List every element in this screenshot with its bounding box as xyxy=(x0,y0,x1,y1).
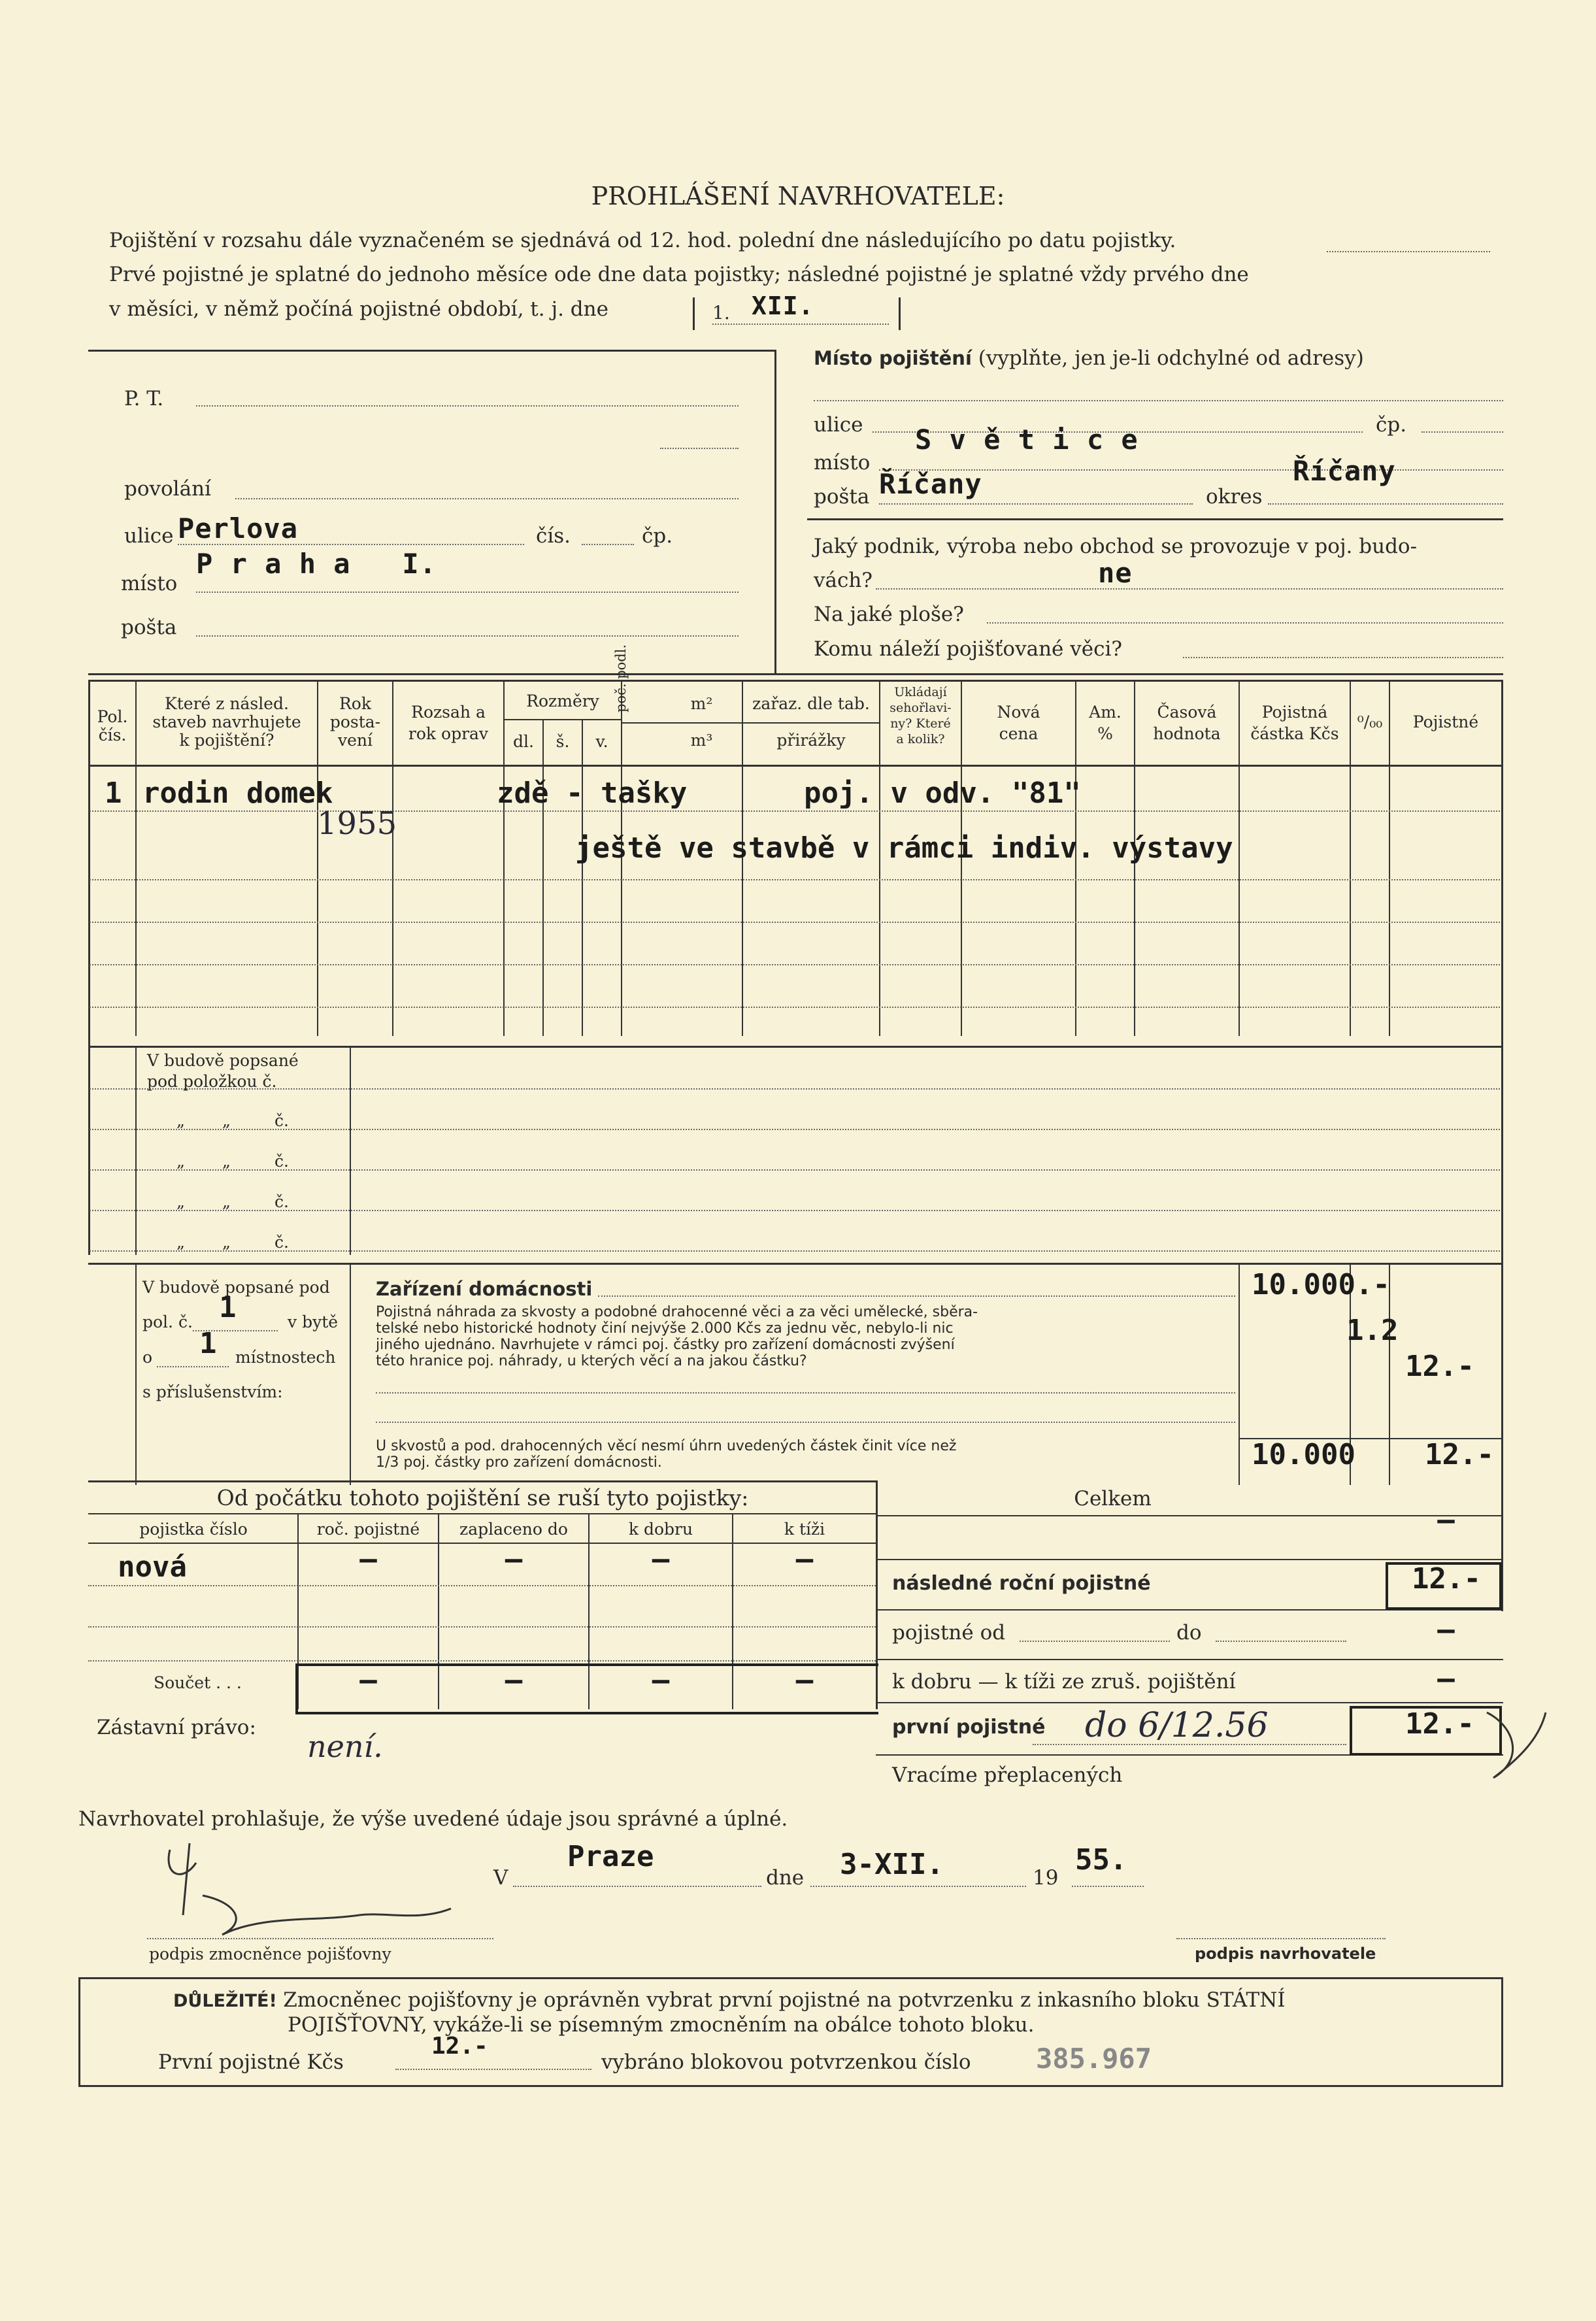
header-time-1: Časová xyxy=(1157,703,1217,722)
row1-number: 1 xyxy=(105,776,122,810)
cancel-row-number: nová xyxy=(118,1550,187,1584)
in-building-label: V budově popsané xyxy=(147,1051,299,1070)
declaration-title: PROHLÁŠENÍ NAVRHOVATELE: xyxy=(591,182,1005,210)
header-pol: Pol. xyxy=(97,707,128,726)
cancel-row-premium: — xyxy=(359,1543,377,1576)
no-1: č. xyxy=(274,1111,289,1130)
header-which-2: staveb navrhujete xyxy=(152,712,301,731)
applicant-house-label: čp. xyxy=(642,524,673,548)
year-prefix: 19 xyxy=(1033,1866,1059,1890)
first-premium-handwritten: do 6/12.56 xyxy=(1085,1706,1269,1745)
occupation-label: povolání xyxy=(124,477,211,501)
row1-note: ještě ve stavbě v rámci indiv. výstavy xyxy=(575,831,1233,865)
lien-label: Zástavní právo: xyxy=(97,1716,256,1739)
header-sum-2: částka Kčs xyxy=(1250,724,1339,743)
header-length: dl. xyxy=(513,732,534,751)
cancel-sum-credit: — xyxy=(652,1663,670,1697)
ditto-2b: „ xyxy=(222,1152,231,1171)
location-title-note: (vyplňte, jen je-li odchylné od adresy) xyxy=(978,346,1364,370)
household-text-1: Pojistná náhrada za skvosty a podobné drahocenné věci a za věci umělecké, sběra- xyxy=(376,1304,978,1320)
business-question-2: vách? xyxy=(814,569,873,592)
total-label: Celkem xyxy=(1074,1487,1152,1511)
row1-material: zdě - tašky xyxy=(497,776,688,810)
header-dimensions: Rozměry xyxy=(526,692,599,710)
declaration-line-3: v měsíci, v němž počíná pojistné období, t. j. dne xyxy=(109,297,608,321)
cancel-col-1: pojistka číslo xyxy=(139,1520,248,1539)
cancel-sum-premium: — xyxy=(359,1663,377,1697)
header-new-price-1: Nová xyxy=(997,703,1040,722)
in-label: V xyxy=(493,1866,508,1890)
in-value: Praze xyxy=(567,1840,654,1873)
applicant-number-label: čís. xyxy=(536,524,571,548)
header-pol-2: čís. xyxy=(98,726,127,744)
header-stored-2: sehořlavi- xyxy=(889,701,952,715)
premium-to-label: do xyxy=(1176,1621,1202,1645)
pt-label: P. T. xyxy=(124,387,164,410)
declaration-line-2: Prvé pojistné je splatné do jednoho měsíce ode dne data pojistky; následné pojistné je splatné vždy prvého dne xyxy=(109,263,1249,286)
cancel-col-4: k dobru xyxy=(628,1520,693,1539)
credit-label: k dobru — k tíži ze zruš. pojištění xyxy=(892,1670,1236,1694)
location-title: Místo pojištění xyxy=(814,347,972,369)
header-stored-3: ny? Které xyxy=(890,716,951,731)
header-class: zařaz. dle tab. xyxy=(752,694,870,713)
header-new-price-2: cena xyxy=(999,724,1039,743)
notice-text-2: POJIŠŤOVNY, vykáže-li se písemným zmocněním na obálce tohoto bloku. xyxy=(288,2013,1035,2037)
header-stored-1: Ukládají xyxy=(894,685,947,699)
agent-signature-label: podpis zmocněnce pojišťovny xyxy=(149,1945,391,1963)
owner-question: Komu náleží pojišťované věci? xyxy=(814,637,1122,661)
ditto-4a: „ xyxy=(176,1233,185,1252)
header-premium: Pojistné xyxy=(1412,712,1479,731)
applicant-street-value: Perlova xyxy=(178,512,299,544)
next-premium-label: následné roční pojistné xyxy=(892,1572,1151,1595)
location-house-label: čp. xyxy=(1376,413,1407,437)
notice-text-1: Zmocněnec pojišťovny je oprávněn vybrat první pojistné na potvrzenku z inkasního bloku STÁTNÍ xyxy=(283,1988,1286,2012)
agent-signature xyxy=(144,1824,457,1954)
location-title-row xyxy=(814,346,1364,370)
notice-first-label: První pojistné Kčs xyxy=(158,2050,344,2074)
applicant-town-value: P r a h a I. xyxy=(196,548,437,580)
year-value: 55. xyxy=(1075,1843,1127,1877)
next-premium-value: 12.- xyxy=(1412,1562,1481,1595)
no-4: č. xyxy=(274,1233,289,1252)
cancel-row-credit: — xyxy=(652,1543,670,1576)
accessories-label: s příslušenstvím: xyxy=(142,1382,283,1401)
lien-value: není. xyxy=(307,1729,383,1764)
flat-label: v bytě xyxy=(288,1312,339,1331)
notice-important: DŮLEŽITÉ! xyxy=(173,1991,277,2011)
notice-receipt-label: vybráno blokovou potvrzenkou číslo xyxy=(601,2050,971,2074)
jewel-text-2: 1/3 poj. částky pro zařízení domácnosti. xyxy=(376,1454,662,1471)
date-value: 3-XII. xyxy=(840,1848,944,1881)
first-premium-value: 12.- xyxy=(1405,1707,1474,1741)
period-month: XII. xyxy=(752,292,814,320)
pol-label: pol. č. xyxy=(142,1312,193,1331)
applicant-post-label: pošta xyxy=(121,616,177,639)
rooms-value: 1 xyxy=(199,1327,217,1360)
cancel-row-paid: — xyxy=(505,1543,523,1576)
business-value: ne xyxy=(1098,557,1133,589)
applicant-initial-mark xyxy=(1474,1699,1552,1804)
location-district-value: Říčany xyxy=(1293,455,1396,487)
cancel-col-5: k tíži xyxy=(784,1520,825,1539)
notice-line-1 xyxy=(173,1988,1286,2012)
cancel-sum-debit: — xyxy=(795,1663,814,1697)
location-town-value: S v ě t i c e xyxy=(915,424,1139,456)
header-year-1: Rok xyxy=(339,694,372,713)
household-text-2: telské nebo historické hodnoty činí nejvýše 2.000 Kčs za jednu věc, nebylo-li nic xyxy=(376,1320,954,1337)
header-stored-4: a kolik? xyxy=(896,732,945,746)
header-am-1: Am. xyxy=(1089,703,1122,722)
header-time-2: hodnota xyxy=(1153,724,1221,743)
household-title: Zařízení domácnosti xyxy=(376,1278,593,1300)
row1-year: 1955 xyxy=(317,805,397,842)
ditto-3b: „ xyxy=(222,1192,231,1211)
business-question: Jaký podnik, výroba nebo obchod se provozuje v poj. budo- xyxy=(814,535,1418,558)
applicant-signature-label: podpis navrhovatele xyxy=(1195,1945,1376,1963)
header-scope-1: Rozsah a xyxy=(411,703,486,722)
cancel-col-2: roč. pojistné xyxy=(316,1520,420,1539)
header-year-3: vení xyxy=(337,731,373,750)
area-question: Na jaké ploše? xyxy=(814,603,964,626)
notice-first-value: 12.- xyxy=(431,2033,488,2060)
household-premium: 12.- xyxy=(1405,1350,1474,1383)
total-premium: 12.- xyxy=(1425,1438,1494,1471)
header-sum-1: Pojistná xyxy=(1261,703,1328,722)
header-surcharge: přirážky xyxy=(776,731,846,750)
applicant-street-label: ulice xyxy=(124,524,174,548)
credit-dash: — xyxy=(1437,1662,1455,1695)
rooms-label: místnostech xyxy=(235,1348,336,1367)
location-district-label: okres xyxy=(1206,485,1263,509)
in-building-2-label: V budově popsané pod xyxy=(142,1278,330,1297)
declaration-line-1: Pojištění v rozsahu dále vyznačeném se sjednává od 12. hod. polední dne následujícího po datu pojistky. xyxy=(109,229,1176,252)
header-which-3: k pojištění? xyxy=(179,731,274,750)
header-m3: m³ xyxy=(690,731,713,750)
cancel-sum-label: Součet . . . xyxy=(154,1673,242,1692)
household-text-4: této hranice poj. náhrady, u kterých věcí a na jakou částku? xyxy=(376,1353,807,1369)
notice-receipt-value: 385.967 xyxy=(1036,2043,1152,2075)
total-sum: 10.000 xyxy=(1252,1438,1355,1471)
date-label: dne xyxy=(766,1866,805,1890)
refund-label: Vracíme přeplacených xyxy=(892,1763,1123,1787)
cancel-row-debit: — xyxy=(795,1543,814,1576)
household-text-3: jiného ujednáno. Navrhujete v rámci poj. částky pro zařízení domácnosti zvýšení xyxy=(376,1337,955,1353)
location-town-label: místo xyxy=(814,451,871,475)
period-prefix: 1. xyxy=(712,302,730,324)
jewel-text-1: U skvostů a pod. drahocenných věcí nesmí úhrn uvedených částek činit více než xyxy=(376,1438,957,1454)
total-dash: — xyxy=(1437,1503,1455,1537)
header-permille: ⁰/₀₀ xyxy=(1357,712,1383,731)
header-m2: m² xyxy=(690,694,713,713)
premium-from-label: pojistné od xyxy=(892,1621,1006,1645)
header-width: š. xyxy=(556,732,570,751)
rooms-prefix: o xyxy=(142,1348,153,1367)
pol-value: 1 xyxy=(219,1291,237,1324)
ditto-2a: „ xyxy=(176,1152,185,1171)
ditto-1a: „ xyxy=(176,1111,185,1130)
header-year-2: posta- xyxy=(329,712,381,731)
first-premium-label: první pojistné xyxy=(892,1716,1046,1739)
location-street-label: ulice xyxy=(814,413,863,437)
header-height: v. xyxy=(595,732,608,751)
household-sum: 10.000.- xyxy=(1252,1268,1390,1301)
household-rate: 1.2 xyxy=(1346,1314,1399,1347)
cancel-title: Od počátku tohoto pojištění se ruší tyto pojistky: xyxy=(216,1485,749,1511)
header-which-1: Které z násled. xyxy=(165,694,289,713)
no-3: č. xyxy=(274,1192,289,1211)
declare-text: Navrhovatel prohlašuje, že výše uvedené údaje jsou správné a úplné. xyxy=(78,1807,788,1831)
row1-building: rodin domek xyxy=(142,776,333,810)
premium-from-dash: — xyxy=(1437,1613,1455,1646)
applicant-town-label: místo xyxy=(121,572,178,595)
cancel-col-3: zaplaceno do xyxy=(459,1520,568,1539)
ditto-1b: „ xyxy=(222,1111,231,1130)
header-scope-2: rok oprav xyxy=(408,724,489,743)
no-2: č. xyxy=(274,1152,289,1171)
cancel-sum-paid: — xyxy=(505,1663,523,1697)
row1-insured: poj. v odv. "81" xyxy=(804,776,1081,810)
header-floors: poč. podl. xyxy=(613,644,629,712)
location-post-value: Říčany xyxy=(879,468,982,500)
ditto-3a: „ xyxy=(176,1192,185,1211)
location-post-label: pošta xyxy=(814,485,870,509)
under-item-label: pod položkou č. xyxy=(147,1072,277,1091)
header-am-2: % xyxy=(1097,724,1113,743)
ditto-4b: „ xyxy=(222,1233,231,1252)
